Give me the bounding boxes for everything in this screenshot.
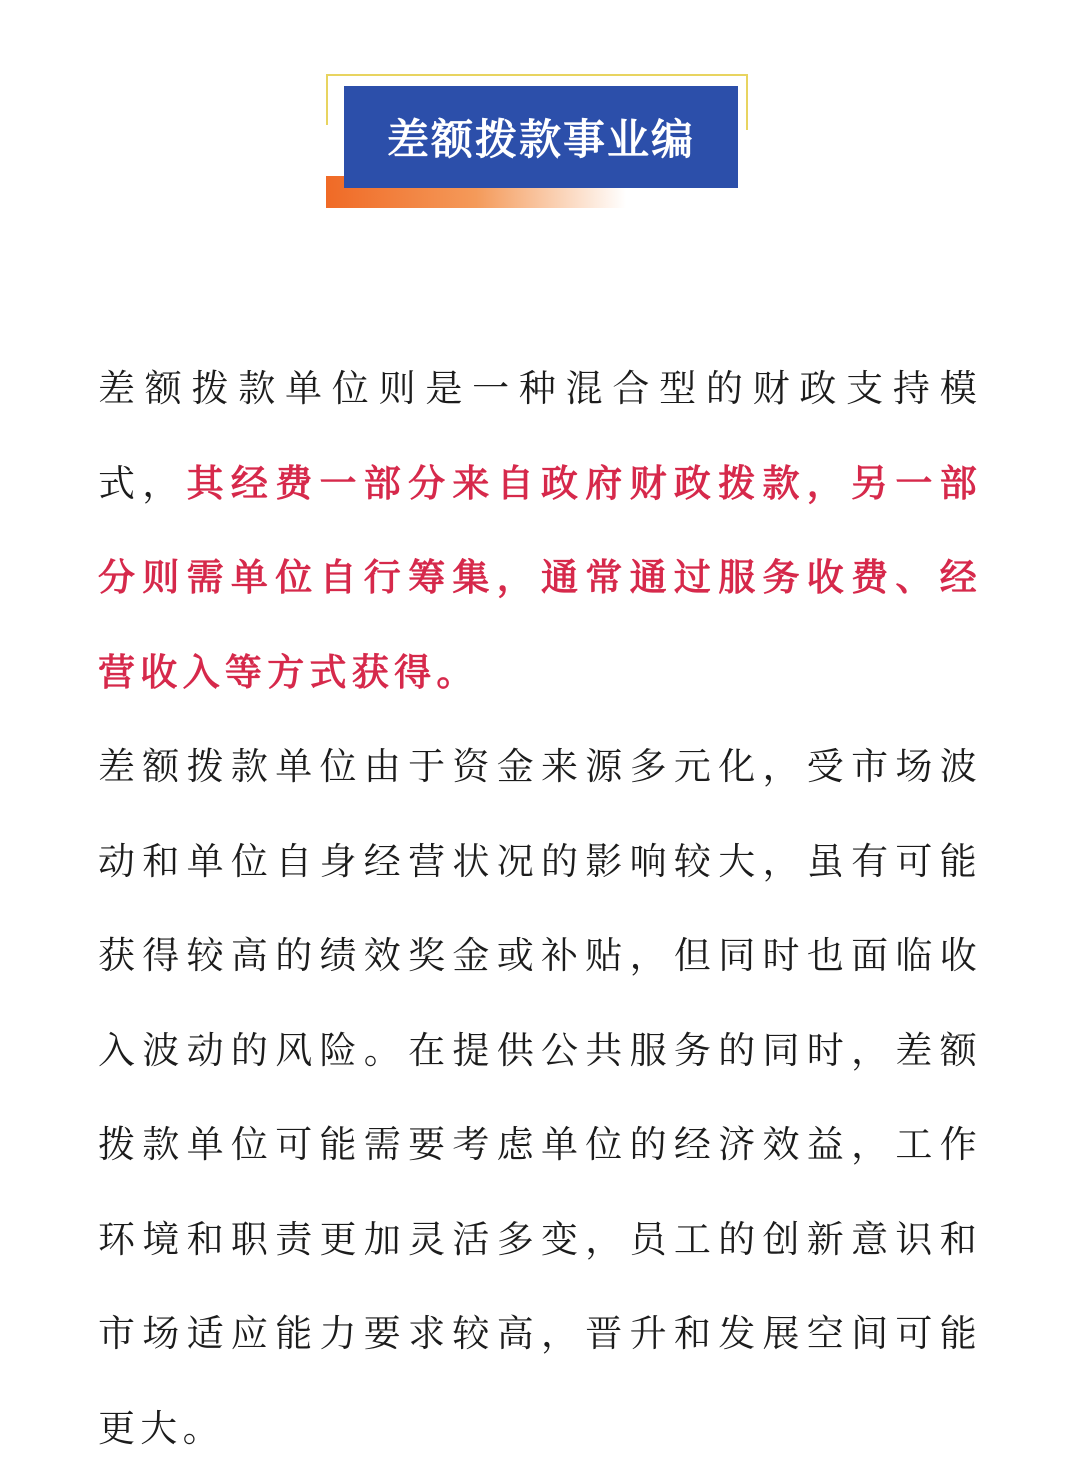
paragraph-1-lead: 差额拨款单位则是一种混合型的财政支持模式， [98,367,982,505]
article-body [98,342,982,1476]
page-title: 差额拨款事业编 [386,115,695,164]
paragraph-1-highlight: 其经费一部分来自政府财政拨款，另一部分则需单位自行筹集，通常通过服务收费、经营收入等方式获得。 [98,461,982,694]
paragraph-2: 差额拨款单位由于资金来源多元化，受市场波动和单位自身经营状况的影响较大，虽有可能获得较高的绩效奖金或补贴，但同时也面临收入波动的风险。在提供公共服务的同时，差额拨款单位可能需要考虑单位的经济效益，工作环境和职责更加灵活多变，员工的创新意识和市场适应能力要求较高，晋升和发展空间可能更大。 [98,745,982,1450]
title-frame-edge-decoration [746,74,748,130]
title-banner [326,74,756,209]
title-box [344,86,738,188]
paragraph-1 [98,342,982,720]
